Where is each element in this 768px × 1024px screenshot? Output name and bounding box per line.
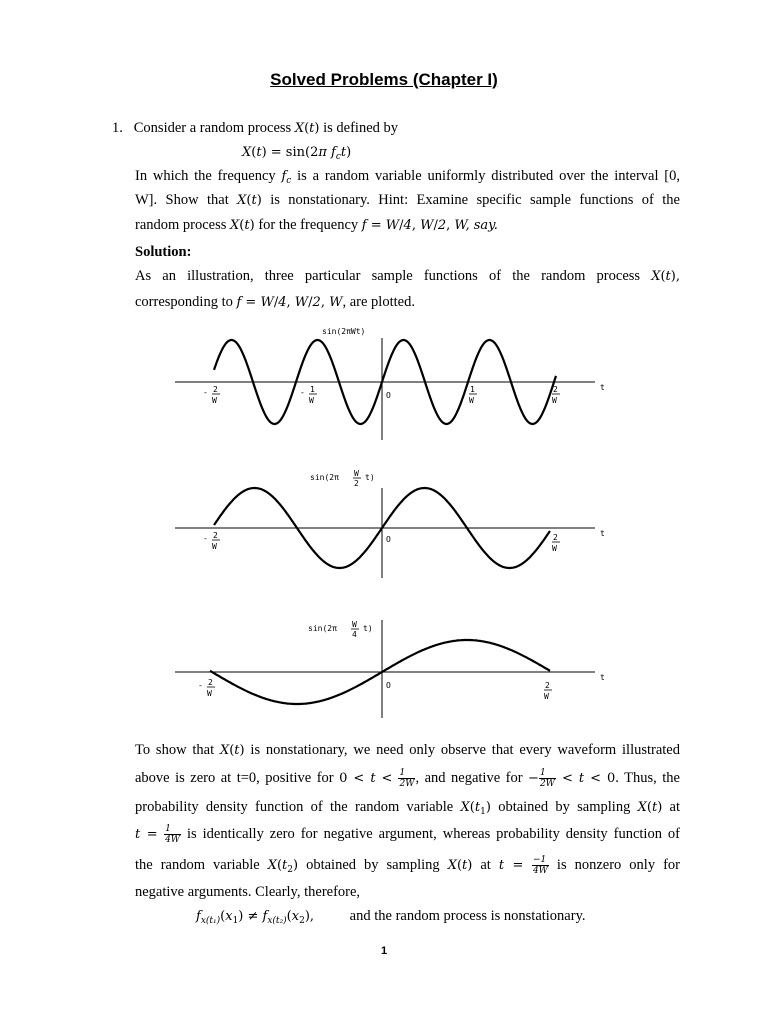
svg-text:t): t) [363,624,373,633]
svg-text:sin(2π: sin(2π [310,473,339,482]
sample-functions-figure [170,320,610,720]
problem-intro: Consider a random process [133,120,295,136]
conclusion-line-3: probability density function of the random variable $X(t_1)$ obtained by sampling X(t) at [135,799,681,817]
process-equation: X(t) = sin(2π $f_ct$) [242,145,352,162]
fig1-tick-neg1 [300,385,317,405]
svg-text:2: 2 [545,681,550,690]
svg-text:-: - [198,681,203,690]
fig1-axis-label: t [600,383,605,392]
fig2-label [310,469,375,488]
svg-text:2: 2 [208,678,213,687]
fig1-tick-pos1 [469,385,477,405]
fig3-axis-label: t [600,673,605,682]
svg-text:W: W [309,396,314,405]
svg-text:sin(2π: sin(2π [308,624,337,633]
solution-label: Solution: [135,244,192,260]
svg-text:W: W [469,396,474,405]
conclusion-line-2: above is zero at t=0, positive for 0 < t < $\frac{1}{2W}$ , and negative for − $\frac{1}{2W}$ < t < 0. Thus, the [135,768,680,790]
svg-text:2: 2 [553,385,558,394]
fig2-axis-label: t [600,529,605,538]
fig3-label [308,620,373,639]
conclusion-line-6: negative arguments. Clearly, therefore, [135,884,361,900]
svg-text:-: - [300,388,305,397]
problem-line-4: W]. Show that X(t) is nonstationary. Hint: Examine specific sample functions of the [135,192,680,208]
fig1-tick-zero: O [386,391,391,400]
svg-text:2: 2 [213,531,218,540]
svg-text:1: 1 [310,385,315,394]
svg-text:-: - [203,388,208,397]
conclusion-line-1: To show that X(t) is nonstationary, we need only observe that every waveform illustrated [135,742,680,758]
problem-line-5: random process X(t) for the frequency f = W/4, W/2, W, say. [135,217,498,233]
fig1-tick-neg2 [203,385,220,405]
svg-text:W: W [212,396,217,405]
svg-text:W: W [544,692,549,701]
page-title: Solved Problems (Chapter I) [270,70,498,89]
svg-text:2: 2 [354,479,359,488]
fig1-label: sin(2πWt) [322,327,366,336]
svg-text:W: W [352,620,357,629]
svg-text:W: W [552,396,557,405]
fig2-tick-pos2 [552,533,560,553]
svg-text:W: W [552,544,557,553]
svg-text:2: 2 [553,533,558,542]
svg-text:2: 2 [213,385,218,394]
conclusion-line-7: $f_{x(t_1)}(x_1) \ne f_{x(t_2)}(x_2)$, and the random process is nonstationary. [196,908,586,926]
svg-text:W: W [212,542,217,551]
page-number: 1 [380,945,388,957]
svg-text:W: W [207,689,212,698]
solution-line-1: As an illustration, three particular sample functions of the random process X(t), [135,268,680,284]
conclusion-line-5: the random variable $X(t_2)$ obtained by sampling X(t) at t = $\frac{-1}{4W}$ is nonzero only for [135,855,680,877]
svg-text:-: - [203,534,208,543]
solution-line-2: corresponding to f = W/4, W/2, W, are plotted. [135,294,415,310]
fig3-tick-pos2 [544,681,552,701]
problem-line-1: 1. Consider a random process X(t) is defined by [112,120,399,136]
fig2-tick-zero: O [386,535,391,544]
fig3-tick-zero: O [386,681,391,690]
problem-intro-tail: is defined by [319,120,399,136]
problem-number: 1. [112,120,123,136]
conclusion-line-4: t = $\frac{1}{4W}$ is identically zero for negative argument, whereas probability density function of [135,824,680,846]
svg-text:t): t) [365,473,375,482]
svg-text:W: W [354,469,359,478]
svg-text:1: 1 [470,385,475,394]
fig2-tick-neg2 [203,531,220,551]
fig3-tick-neg2 [198,678,215,698]
svg-text:4: 4 [352,630,357,639]
fig1-tick-pos2 [552,385,560,405]
problem-line-3: In which the frequency $f_c$ is a random variable uniformly distributed over the interval [0, [135,168,681,186]
